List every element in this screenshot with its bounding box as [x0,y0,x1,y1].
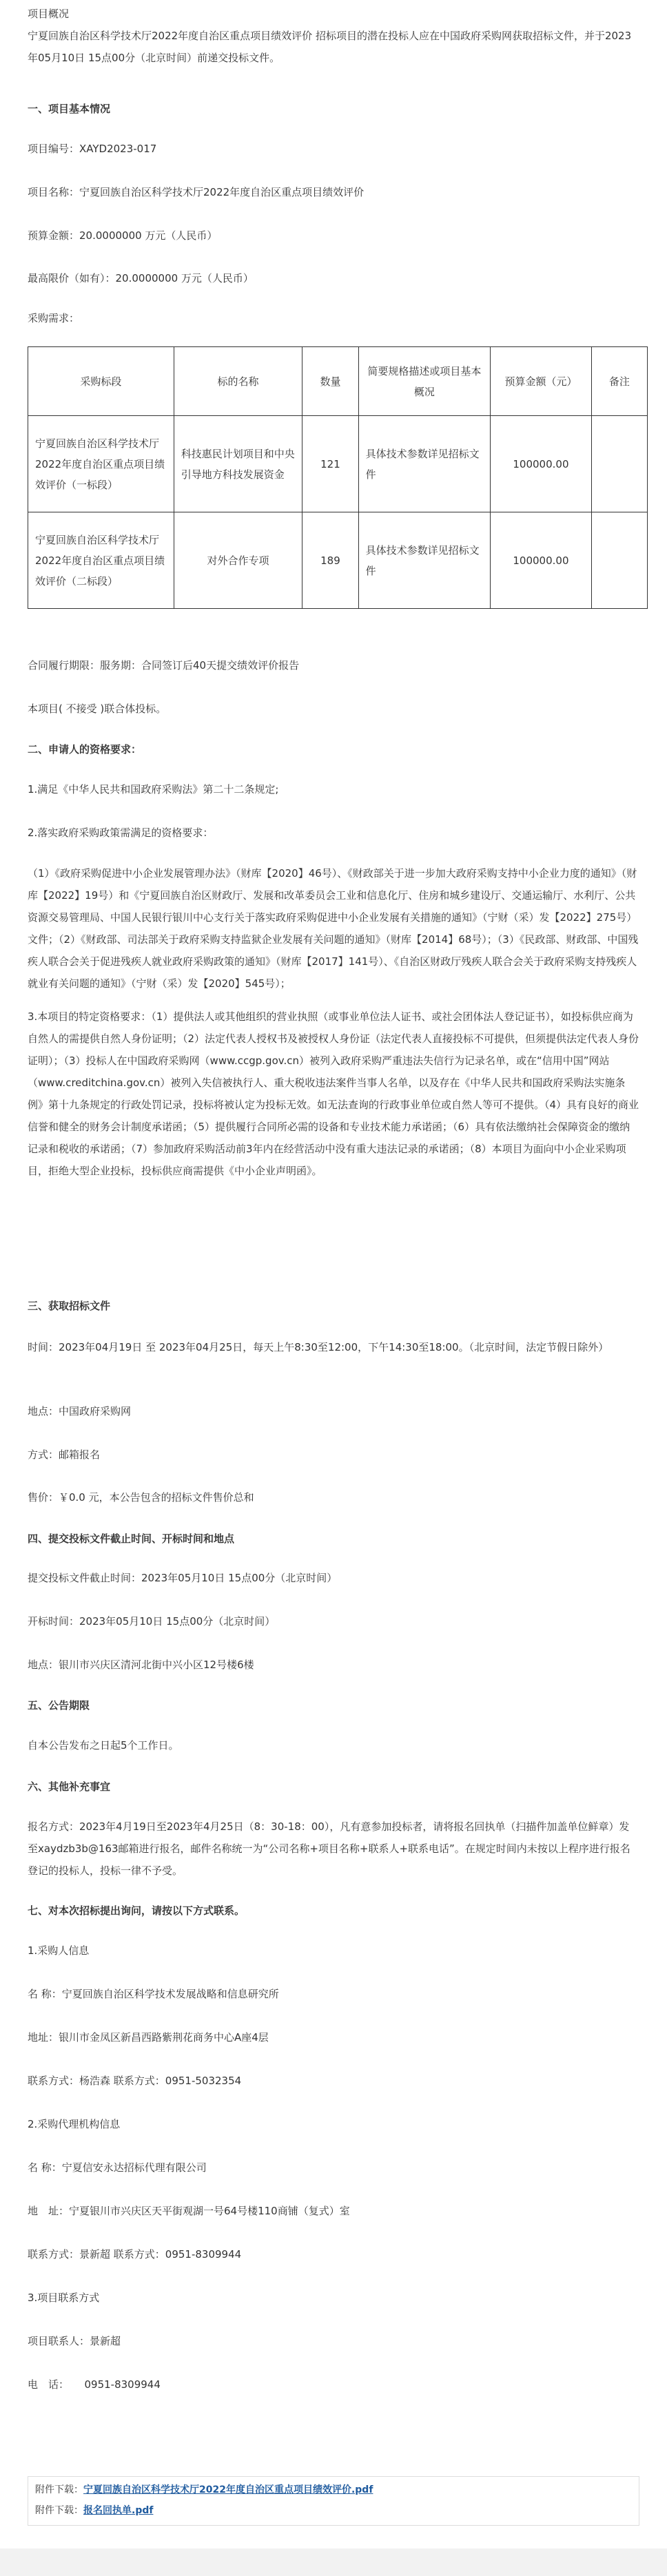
opening-time: 开标时间：2023年05月10日 15点00分（北京时间） [28,1615,276,1628]
agency-info-label: 2.采购代理机构信息 [28,2118,121,2130]
table-cell [591,416,647,512]
table-cell: 121 [302,416,358,512]
section-4-title: 四、提交投标文件截止时间、开标时间和地点 [28,1533,235,1545]
table-header: 预算金额（元） [491,347,591,416]
table-cell: 100000.00 [491,416,591,512]
table-cell: 189 [302,512,358,609]
section-7-title: 七、对本次招标提出询问，请按以下方式联系。 [28,1904,245,1917]
project-contact-person: 项目联系人：景新超 [28,2335,121,2347]
table-cell: 具体技术参数详见招标文件 [358,416,491,512]
table-row [28,512,648,609]
attachment-prefix: 附件下载： [35,2484,83,2495]
announcement-period: 自本公告发布之日起5个工作日。 [28,1739,179,1752]
buyer-address: 地址：银川市金凤区新昌西路紫荆花商务中心A座4层 [28,2031,269,2044]
project-name: 项目名称：宁夏回族自治区科学技术厅2022年度自治区重点项目绩效评价 [28,186,365,198]
document-price: 售价：￥0.0 元，本公告包含的招标文件售价总和 [28,1491,254,1504]
table-cell: 科技惠民计划项目和中央引导地方科技发展资金 [174,416,302,512]
opening-place: 地点：银川市兴庆区清河北街中兴小区12号楼6楼 [28,1659,254,1671]
procurement-table [28,346,648,609]
project-contact-phone: 电 话： 0951-8309944 [28,2378,161,2391]
section-2-title: 二、申请人的资格要求： [28,743,142,756]
obtain-time: 时间：2023年04月19日 至 2023年04月25日，每天上午8:30至12:00，下午14:30至18:00。（北京时间，法定节假日除外） [28,1341,609,1353]
intro-label: 项目概况 [28,8,70,20]
agency-contact: 联系方式：景新超 联系方式：0951-8309944 [28,2248,242,2261]
qualification-item-2: 2.落实政府采购政策需满足的资格要求： [28,827,214,839]
attachment-prefix: 附件下载： [35,2505,83,2516]
table-cell: 具体技术参数详见招标文件 [358,512,491,609]
supplementary-info: 报名方式：2023年4月19日至2023年4月25日（8：30-18：00），凡有意参加投标者，请将报名回执单（扫描件加盖单位鲜章）发至xaydzb3b@163邮箱进行报名，邮件名称统一为“公司名称+项目名称+联系人+联系电话”。在规定时间内未按以上程序进行报名登记的投标人，投标一律不予受。 [28,1820,630,1877]
buyer-name: 名 称：宁夏回族自治区科学技术发展战略和信息研究所 [28,1988,279,2000]
agency-name: 名 称：宁夏信安永达招标代理有限公司 [28,2161,207,2174]
table-cell [591,512,647,609]
page-footer-bar [0,2548,667,2576]
table-cell: 对外合作专项 [174,512,302,609]
table-header: 数量 [302,347,358,416]
obtain-place: 地点：中国政府采购网 [28,1405,132,1417]
attachments-box [28,2476,639,2526]
specific-requirements: 3.本项目的特定资格要求：（1）提供法人或其他组织的营业执照（或事业单位法人证书、或社会团体法人登记证书），如投标供应商为自然人的需提供自然人身份证明；（2）法定代表人授权书及被授权人身份证（法定代表人直接投标不可提供，但须提供法定代表人身份证明）；（3）投标人在中国政府采购网（www.ccgp.gov.cn）被列入政府采购严重违法失信行为记录名单，或在“信用中国”网站（www.creditchina.gov.cn）被列入失信被执行人、重大税收违法案件当事人名单，以及存在《中华人民共和国政府采购法实施条例》第十九条规定的行政处罚记录，投标将被认定为投标无效。如无法查询的行政事业单位或自然人等可不提供。（4）具有良好的商业信誉和健全的财务会计制度承诺函；（5）提供履行合同所必需的设备和专业技术能力承诺函；（6）具有依法缴纳社会保障资金的缴纳记录和税收的承诺函；（7）参加政府采购活动前3年内在经营活动中没有重大违法记录的承诺函；（8）本项目为面向中小企业采购项目，拒绝大型企业投标，投标供应商需提供《中小企业声明函》。 [28,1010,639,1177]
attachment-row [35,2500,632,2521]
table-header: 备注 [591,347,647,416]
qualification-item-1: 1.满足《中华人民共和国政府采购法》第二十二条规定; [28,783,279,796]
table-header: 采购标段 [28,347,174,416]
table-cell: 100000.00 [491,512,591,609]
intro-text: 宁夏回族自治区科学技术厅2022年度自治区重点项目绩效评价 招标项目的潜在投标人应在中国政府采购网获取招标文件，并于2023年05月10日 15点00分（北京时间）前递交投标文件。 [28,30,632,64]
attachment-row [35,2480,632,2500]
table-row [28,416,648,512]
section-1-title: 一、项目基本情况 [28,103,111,115]
agency-address: 地 址：宁夏银川市兴庆区天平街观湖一号64号楼110商铺（复式）室 [28,2205,350,2217]
obtain-method: 方式：邮箱报名 [28,1448,101,1461]
table-header: 简要规格描述或项目基本概况 [358,347,491,416]
table-cell: 宁夏回族自治区科学技术厅2022年度自治区重点项目绩效评价（一标段） [28,416,174,512]
section-6-title: 六、其他补充事宜 [28,1780,111,1793]
buyer-info-label: 1.采购人信息 [28,1944,90,1957]
table-header: 标的名称 [174,347,302,416]
attachment-link-registration-receipt[interactable]: 报名回执单.pdf [83,2505,154,2516]
table-header-row [28,347,648,416]
policy-requirements: （1）《政府采购促进中小企业发展管理办法》（财库【2020】46号）、《财政部关于进一步加大政府采购支持中小企业力度的通知》（财库【2022】19号）和《宁夏回族自治区财政厅、发展和改革委员会工业和信息化厅、住房和城乡建设厅、交通运输厅、水利厅、公共资源交易管理局、中国人民银行银川中心支行关于落实政府采购促进中小企业发展有关措施的通知》（宁财（采）发【2022】275号）文件；（2）《财政部、司法部关于政府采购支持监狱企业发展有关问题的通知》（财库【2014】68号）；（3）《民政部、财政部、中国残疾人联合会关于促进残疾人就业政府采购政策的通知》（财库【2017】141号）、《自治区财政厅残疾人联合会关于政府采购支持残疾人就业有关问题的通知》（宁财（采）发【2020】545号）； [28,867,639,990]
budget-amount: 预算金额：20.0000000 万元（人民币） [28,229,218,242]
section-3-title: 三、获取招标文件 [28,1300,111,1312]
buyer-contact: 联系方式：杨浩森 联系方式：0951-5032354 [28,2075,242,2087]
table-cell: 宁夏回族自治区科学技术厅2022年度自治区重点项目绩效评价（二标段） [28,512,174,609]
consortium-note: 本项目( 不接受 )联合体投标。 [28,703,167,715]
project-contact-label: 3.项目联系方式 [28,2292,100,2304]
attachment-link-bid-document[interactable]: 宁夏回族自治区科学技术厅2022年度自治区重点项目绩效评价.pdf [83,2484,373,2495]
max-price: 最高限价（如有）：20.0000000 万元（人民币） [28,272,254,284]
demand-label: 采购需求： [28,312,80,324]
contract-period: 合同履行期限：服务期：合同签订后40天提交绩效评价报告 [28,659,300,672]
section-5-title: 五、公告期限 [28,1699,90,1712]
project-number: 项目编号：XAYD2023-017 [28,143,157,155]
submission-deadline: 提交投标文件截止时间：2023年05月10日 15点00分（北京时间） [28,1572,338,1584]
